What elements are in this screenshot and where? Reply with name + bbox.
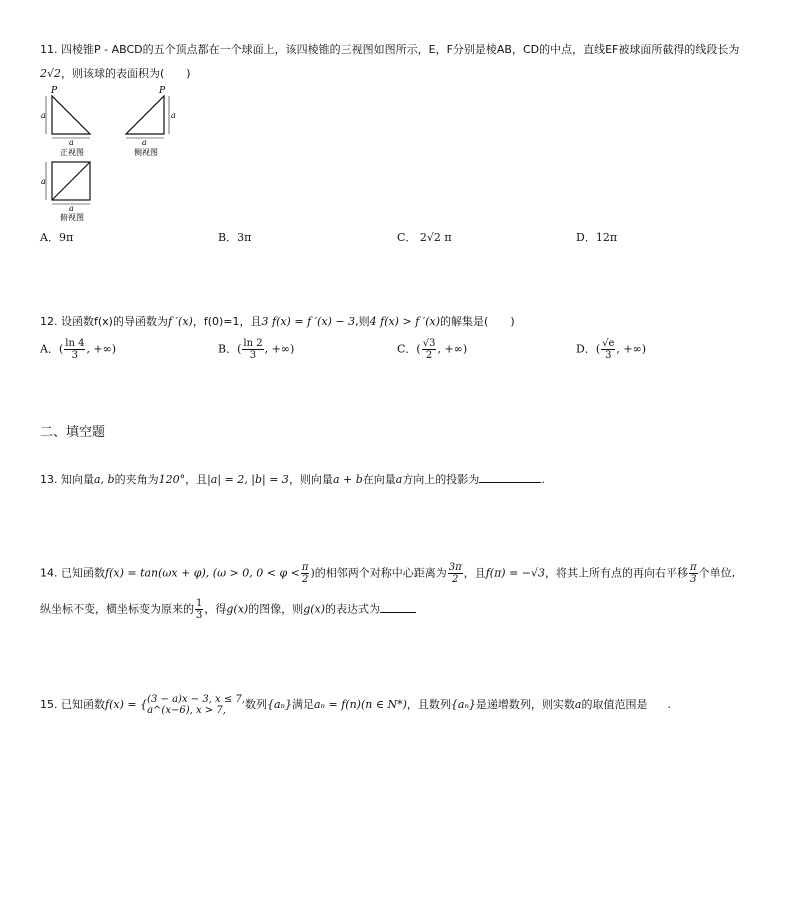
q14-gx-2: g(x): [303, 602, 326, 616]
front-view-height-label: a: [41, 111, 46, 120]
q13-pre: 13. 知向量: [40, 473, 94, 486]
q14-mid1: 的相邻两个对称中心距离为: [314, 566, 447, 580]
q13-condition: |a| = 2, |b| = 3: [207, 473, 289, 486]
q12-option-b-fraction: $\frac{\ln 2}{3}$: [243, 338, 263, 361]
q13-answer-blank[interactable]: [479, 472, 541, 483]
q14-shift: $\frac{\pi}{3}$: [690, 562, 697, 585]
q12-option-a-label: A．: [40, 342, 59, 356]
q14-function: f(x) = tan(ωx + φ), (ω > 0, 0 < φ <: [105, 566, 300, 580]
q15-relation: aₙ = f(n)(n ∈ N*): [313, 698, 407, 711]
q14-line2-mid: ，得: [204, 602, 227, 616]
q13-angle: 120°: [158, 473, 186, 486]
front-view-p-label: P: [51, 86, 58, 96]
front-view: [41, 86, 90, 157]
q12-eq1: 3 f(x) = f ′(x) − 3: [261, 315, 356, 328]
q12-stem: [40, 314, 515, 330]
q15-mid4: 是递增数列，则实数: [475, 698, 575, 711]
q14-line2-post: 的表达式为: [325, 602, 381, 616]
q11-option-b[interactable]: B．3π: [218, 231, 252, 244]
q14-func-end: ): [310, 566, 315, 580]
q13-mid2: ，且: [185, 473, 208, 486]
q12-option-c-tail: , +∞): [437, 342, 468, 356]
q13-vectors: a, b: [94, 473, 115, 486]
front-view-caption: 正视图: [60, 148, 84, 157]
q14-mid2: ，且: [463, 566, 486, 580]
q14-pi-half: $\frac{\pi}{2}$: [301, 562, 309, 585]
q13-vector-a: a: [395, 473, 403, 486]
q14-condition: f(π) = −√3: [485, 566, 546, 580]
q15-pre: 15. 已知函数: [40, 698, 105, 711]
top-view-width-label: a: [69, 204, 74, 213]
q12-option-c-fraction: $\frac{√3}{2}$: [422, 338, 436, 361]
q15-mid2: 满足: [291, 698, 314, 711]
q13-end: .: [541, 473, 545, 486]
q14-line1: [40, 562, 735, 585]
q13-mid3: ，则向量: [288, 473, 333, 486]
top-view-height-label: a: [41, 177, 46, 186]
q11-option-c-value: 2√2 π: [419, 231, 452, 244]
q15-cases: [147, 694, 245, 716]
q15-mid1: 数列: [244, 698, 267, 711]
q14-scale: $\frac{1}{3}$: [196, 598, 203, 621]
q15-stem: [40, 694, 671, 716]
q12-option-d-tail: , +∞): [616, 342, 647, 356]
q15-sequence: {aₙ}: [266, 698, 292, 711]
q15-mid3: ，且数列: [406, 698, 451, 711]
side-view-caption: 侧视图: [134, 148, 158, 157]
q14-line2-pre: 纵坐标不变，横坐标变为原来的: [40, 602, 194, 616]
q11-option-a[interactable]: A．9π: [40, 231, 74, 244]
q12-fprime: f ′(x): [167, 315, 193, 328]
q11-length-value: 2√2: [40, 67, 62, 80]
q13-vector-sum: a + b: [332, 473, 363, 486]
q12-option-d[interactable]: D．( $\frac{√e}{3}$ , +∞): [576, 338, 647, 361]
q11-line2: [40, 66, 191, 82]
q11-option-d[interactable]: D．12π: [576, 231, 618, 244]
q12-option-c[interactable]: C．( $\frac{√3}{2}$ , +∞): [397, 338, 468, 361]
q11-line1: 11. 四棱锥P - ABCD的五个顶点都在一个球面上，该四棱锥的三视图如图所示，E，F分别是棱AB，CD的中点，直线EF被球面所截得的线段长为: [40, 43, 740, 56]
side-view-p-label: P: [159, 86, 166, 96]
q13-mid1: 的夹角为: [114, 473, 159, 486]
q15-variable: a: [574, 698, 582, 711]
q14-distance: $\frac{3\pi}{2}$: [448, 562, 462, 585]
q15-sequence-2: {aₙ}: [450, 698, 476, 711]
q11-question-text: ，则该球的表面积为( ): [61, 67, 191, 80]
q14-mid3: ，将其上所有点的再向右平移: [545, 566, 689, 580]
q11-option-c[interactable]: [397, 229, 452, 245]
q12-text-mid2: ,则: [355, 315, 370, 328]
q14-answer-blank[interactable]: [380, 602, 416, 613]
q15-function: f(x) = {: [105, 698, 148, 711]
q12-option-a[interactable]: A．( $\frac{\ln 4}{3}$ , +∞): [40, 338, 117, 361]
q14-pre: 14. 已知函数: [40, 566, 105, 580]
q11-option-c-label: C．: [397, 231, 417, 244]
q14-line2: [40, 598, 416, 621]
q15-end: .: [667, 698, 671, 711]
q12-text-pre: 12. 设函数f(x)的导函数为: [40, 315, 168, 328]
side-view: [126, 86, 176, 157]
q12-text-post: 的解集是( ): [440, 315, 515, 328]
q14-gx: g(x): [226, 602, 249, 616]
q14-line2-mid2: 的图像，则: [248, 602, 304, 616]
side-view-height-label: a: [171, 111, 176, 120]
q12-text-mid1: ，f(0)=1，且: [192, 315, 262, 328]
section-fill-in-title: 二、填空题: [40, 425, 106, 440]
q15-post: 的取值范围是: [581, 698, 648, 711]
q12-option-a-tail: , +∞): [86, 342, 117, 356]
q15-case2: a^(x−6), x > 7,: [147, 705, 226, 716]
front-view-width-label: a: [69, 138, 74, 147]
q12-option-b-tail: , +∞): [264, 342, 295, 356]
q11-three-view-figure: [38, 84, 208, 224]
q13-post: 方向上的投影为: [402, 473, 480, 486]
q12-eq2: 4 f(x) > f ′(x): [369, 315, 441, 328]
q12-option-c-label: C．: [397, 342, 417, 356]
q12-option-b-label: B．: [218, 342, 238, 356]
side-view-width-label: a: [142, 138, 147, 147]
q15-case1: (3 − a)x − 3, x ≤ 7,: [147, 694, 245, 705]
q12-option-d-label: D．: [576, 342, 596, 356]
q12-option-b[interactable]: B．( $\frac{\ln 2}{3}$ , +∞): [218, 338, 295, 361]
q14-mid4: 个单位,: [698, 566, 736, 580]
q12-option-d-fraction: $\frac{√e}{3}$: [602, 338, 615, 361]
top-view-caption: 俯视图: [60, 213, 84, 222]
top-view: [41, 162, 90, 222]
q12-option-a-fraction: $\frac{\ln 4}{3}$: [65, 338, 85, 361]
q13-stem: [40, 472, 545, 488]
q13-mid4: 在向量: [362, 473, 396, 486]
